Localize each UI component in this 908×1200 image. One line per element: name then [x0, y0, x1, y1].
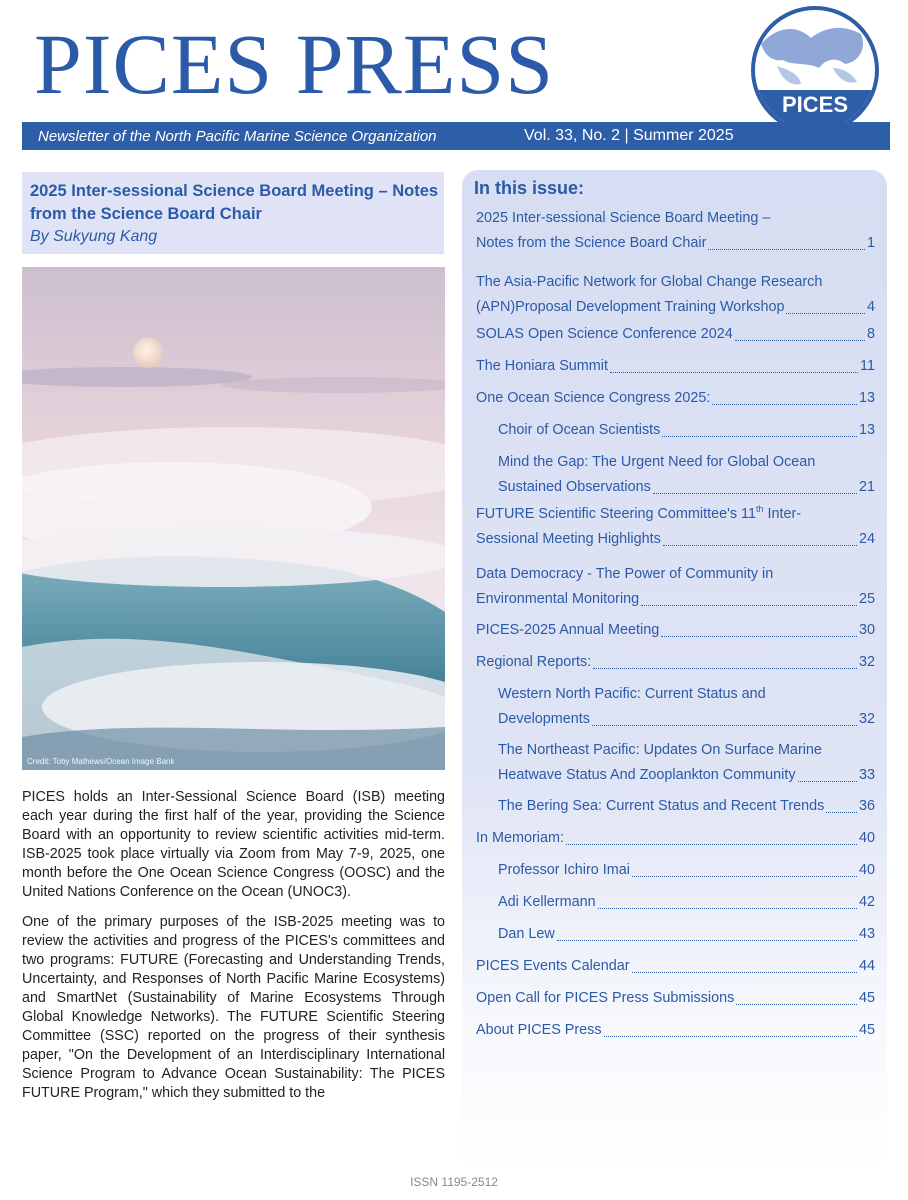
toc-title: PICES-2025 Annual Meeting — [476, 622, 660, 638]
toc-dot-leader — [632, 876, 857, 877]
toc-title: FUTURE Scientific Steering Committee's 11 — [476, 506, 756, 522]
masthead-title: PICES PRESS — [34, 16, 555, 112]
toc-item[interactable] — [476, 502, 875, 552]
toc-title-cont: Developments — [498, 711, 590, 727]
toc-title: The Bering Sea: Current Status and Recent Trends — [498, 798, 825, 814]
toc-title-cont: Sessional Meeting Highlights — [476, 531, 661, 547]
toc-page-number: 8 — [866, 326, 875, 342]
toc-item[interactable] — [476, 650, 875, 675]
toc-item[interactable] — [498, 858, 875, 883]
toc-dot-leader — [557, 940, 857, 941]
toc-item[interactable] — [498, 418, 875, 443]
toc-title-sup: th — [755, 504, 764, 515]
toc-title: SOLAS Open Science Conference 2024 — [476, 326, 733, 342]
toc-item[interactable] — [476, 618, 875, 643]
toc-title: The Northeast Pacific: Updates On Surface Marine — [498, 742, 822, 758]
toc-title: Western North Pacific: Current Status and — [498, 686, 766, 702]
toc-page-number: 45 — [858, 1022, 875, 1038]
toc-title: Mind the Gap: The Urgent Need for Global Ocean — [498, 454, 816, 470]
toc-item[interactable] — [498, 794, 875, 819]
toc-dot-leader — [653, 493, 857, 494]
toc-page-number: 1 — [866, 235, 875, 251]
article-paragraph-2: One of the primary purposes of the ISB-2025 meeting was to review the activities and progress of the PICES's committees and two programs: FUTURE (Forecasting and Understanding Trends, Uncertainty, and Responses of North Pacific Marine Ecosystems) and SmartNet (Sustainability of Marine Ecosystems Through Global Knowledge Networks). The FUTURE Scientific Steering Committee (SSC) reported on the progress of their synthesis paper, "On the Development of an Interdisciplinary International Science Program to Advance Ocean Sustainability: The PICES FUTURE Program," which they submitted to the — [22, 914, 445, 1101]
toc-dot-leader — [593, 668, 857, 669]
toc-dot-leader — [736, 1004, 857, 1005]
toc-page-number: 40 — [858, 862, 875, 878]
toc-dot-leader — [663, 545, 857, 546]
toc-dot-leader — [662, 436, 857, 437]
toc-title: PICES Events Calendar — [476, 958, 630, 974]
toc-dot-leader — [712, 404, 857, 405]
article-title: 2025 Inter-sessional Science Board Meeting – Notes from the Science Board Chair — [30, 182, 439, 223]
masthead-subtitle: Newsletter of the North Pacific Marine Science Organization — [38, 128, 437, 145]
toc-title-cont: Environmental Monitoring — [476, 591, 640, 607]
toc-item[interactable] — [476, 826, 875, 851]
toc-title-cont: (APN)Proposal Development Training Workshop — [476, 299, 785, 315]
toc-page-number: 32 — [858, 654, 875, 670]
toc-dot-leader — [708, 249, 865, 250]
toc-title-cont: Heatwave Status And Zooplankton Community — [498, 767, 796, 783]
toc-item[interactable] — [476, 954, 875, 979]
toc-page-number: 30 — [858, 622, 875, 638]
toc-dot-leader — [641, 605, 857, 606]
toc-title: About PICES Press — [476, 1022, 602, 1038]
issue-volume: Vol. 33, No. 2 | Summer 2025 — [524, 127, 734, 144]
toc-page-number: 11 — [860, 358, 875, 374]
toc-item[interactable] — [476, 322, 875, 347]
table-of-contents — [462, 170, 887, 1170]
toc-dot-leader — [632, 972, 857, 973]
toc-item[interactable] — [476, 986, 875, 1011]
toc-item[interactable] — [498, 738, 875, 788]
toc-dot-leader — [735, 340, 865, 341]
toc-page-number: 43 — [858, 926, 875, 942]
toc-page-number: 4 — [866, 299, 875, 315]
toc-item[interactable] — [476, 206, 875, 256]
toc-page-number: 45 — [858, 990, 875, 1006]
toc-page-number: 32 — [858, 711, 875, 727]
toc-item[interactable] — [498, 890, 875, 915]
article-byline: By Sukyung Kang — [30, 228, 158, 245]
toc-page-number: 42 — [858, 894, 875, 910]
article-body — [22, 788, 445, 1114]
toc-dot-leader — [598, 908, 857, 909]
toc-heading: In this issue: — [474, 178, 585, 198]
photo-credit: Credit: Toby Mathews/Ocean Image Bank — [27, 757, 175, 766]
article-paragraph-1: PICES holds an Inter-Sessional Science Board (ISB) meeting each year during the first half of the year, providing the Science Board with an opportunity to review scientific activities mid-term. ISB-2025 took place virtually via Zoom from May 7-9, 2025, one month before the One Ocean Science Congress (OOSC) and the United Nations Conference on the Ocean (UNOC3). — [22, 789, 445, 900]
toc-title-tail: Inter- — [763, 506, 802, 522]
toc-item[interactable] — [476, 354, 875, 379]
toc-title: Dan Lew — [498, 926, 555, 942]
toc-dot-leader — [661, 636, 857, 637]
toc-title: One Ocean Science Congress 2025: — [476, 390, 711, 406]
toc-item[interactable] — [476, 386, 875, 411]
toc-page-number: 33 — [858, 767, 875, 783]
article-headline-box — [22, 172, 444, 254]
toc-title-cont: Sustained Observations — [498, 479, 651, 495]
toc-page-number: 21 — [858, 479, 875, 495]
toc-dot-leader — [786, 313, 865, 314]
pices-globe-logo — [749, 4, 881, 136]
toc-title: Open Call for PICES Press Submissions — [476, 990, 735, 1006]
toc-item[interactable] — [476, 562, 875, 612]
toc-page-number: 40 — [858, 830, 875, 846]
toc-page-number: 13 — [858, 390, 875, 406]
toc-dot-leader — [798, 781, 857, 782]
toc-page-number: 25 — [858, 591, 875, 607]
toc-title: Regional Reports: — [476, 654, 592, 670]
toc-dot-leader — [826, 812, 857, 813]
ocean-wave-photo — [22, 267, 445, 770]
toc-page-number: 44 — [858, 958, 875, 974]
toc-page-number: 13 — [858, 422, 875, 438]
toc-dot-leader — [604, 1036, 857, 1037]
toc-page-number: 24 — [858, 531, 875, 547]
toc-title: Adi Kellermann — [498, 894, 596, 910]
toc-title-cont: Notes from the Science Board Chair — [476, 235, 707, 251]
toc-title: The Honiara Summit — [476, 358, 608, 374]
toc-dot-leader — [592, 725, 857, 726]
toc-item[interactable] — [476, 270, 875, 320]
issn: ISSN 1195-2512 — [410, 1175, 498, 1189]
toc-title: 2025 Inter-sessional Science Board Meeting – — [476, 210, 771, 226]
toc-item[interactable] — [498, 922, 875, 947]
toc-item[interactable] — [476, 1018, 875, 1043]
toc-dot-leader — [610, 372, 858, 373]
toc-title: Choir of Ocean Scientists — [498, 422, 661, 438]
toc-title: Professor Ichiro Imai — [498, 862, 630, 878]
moon-shape — [133, 338, 163, 368]
toc-item[interactable] — [498, 682, 875, 732]
toc-title: In Memoriam: — [476, 830, 564, 846]
toc-title: The Asia-Pacific Network for Global Change Research — [476, 274, 823, 290]
toc-dot-leader — [566, 844, 857, 845]
toc-title: Data Democracy - The Power of Community in — [476, 566, 774, 582]
logo-text: PICES — [781, 92, 849, 117]
toc-item[interactable] — [498, 450, 875, 500]
toc-page-number: 36 — [858, 798, 875, 814]
